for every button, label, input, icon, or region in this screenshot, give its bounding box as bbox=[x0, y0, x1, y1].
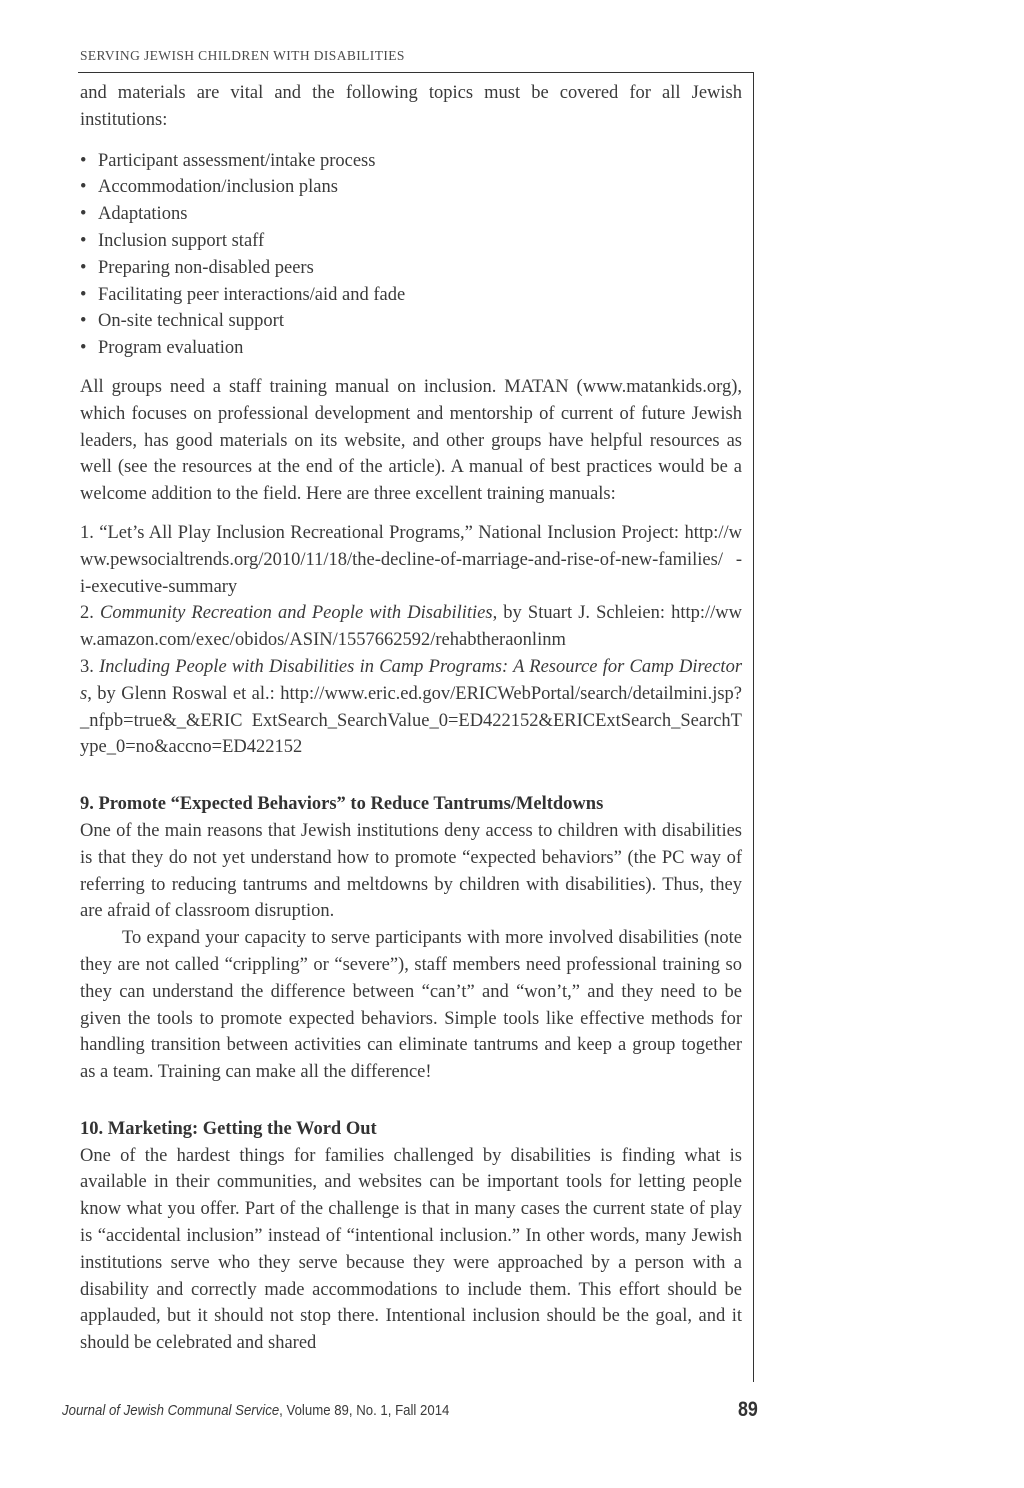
journal-issue: , Volume 89, No. 1, Fall 2014 bbox=[279, 1402, 450, 1419]
list-item-text: Accommodation/inclusion plans bbox=[98, 177, 338, 198]
reference-details: National Inclusion Project: http://www.pewsocialtrends.org/2010/11/18/the-decline-of-marriage-and-rise-of-new-families/ - i-executive-summary bbox=[80, 522, 742, 597]
list-item bbox=[80, 174, 742, 201]
list-item bbox=[80, 255, 742, 282]
page-number: 89 bbox=[738, 1398, 758, 1421]
bullet-icon: • bbox=[80, 150, 87, 171]
list-item bbox=[80, 335, 742, 362]
list-item bbox=[80, 201, 742, 228]
reference-title: Community Recreation and People with Disabilities bbox=[99, 603, 493, 624]
section-9-paragraph: One of the main reasons that Jewish institutions deny access to children with disabilities is that they do not yet understand how to promote “expected behaviors” (the PC way of referring to reducing tantrums and meltdowns by children with disabilities). Thus, they are afraid of classroom disruption. bbox=[80, 820, 742, 922]
topics-list bbox=[80, 148, 742, 362]
list-item bbox=[80, 308, 742, 335]
bullet-icon: • bbox=[80, 311, 87, 332]
section-10-paragraph: One of the hardest things for families challenged by disabilities is finding what is available in their communities, and websites can be important tools for letting people know what you offer. Part of the challenge is that in many cases the current state of play is “accidental inclusion” instead of “intentional inclusion.” In other words, many Jewish institutions serve who they serve because they were approached by a person with a disability and correctly made accommodations to include them. This effort should be applauded, but it should not stop there. Intentional inclusion should be the goal, and it should be celebrated and shared bbox=[80, 1145, 742, 1354]
reference-number: 3. bbox=[80, 656, 94, 677]
reference-details: , by Glenn Roswal et al.: http://www.eric.ed.gov/ERICWebPortal/search/detailmini.jsp?_nfpb=true&_&ERIC ExtSearch_SearchValue_0=ED422152&ERICExtSearch_SearchType_0=no&accno=ED422152 bbox=[80, 683, 742, 758]
list-item bbox=[80, 282, 742, 309]
reference-item bbox=[80, 600, 742, 654]
reference-number: 2. bbox=[80, 603, 94, 624]
list-item-text: Preparing non-disabled peers bbox=[98, 257, 314, 278]
bullet-icon: • bbox=[80, 338, 87, 359]
bullet-icon: • bbox=[80, 230, 87, 251]
reference-number: 1. bbox=[80, 522, 94, 543]
article-body bbox=[80, 80, 742, 1357]
side-rule bbox=[753, 72, 754, 1382]
bullet-icon: • bbox=[80, 284, 87, 305]
reference-details: , by Stuart J. Schleien: http://www.amazon.com/exec/obidos/ASIN/1557662592/rehabtheraonlinm bbox=[80, 603, 742, 651]
list-item-text: Facilitating peer interactions/aid and fade bbox=[98, 284, 406, 305]
bullet-icon: • bbox=[80, 257, 87, 278]
reference-title: Including People with Disabilities in Camp Programs: A Resource for Camp Directors bbox=[80, 656, 743, 704]
list-item-text: Participant assessment/intake process bbox=[98, 150, 376, 171]
list-item-text: On-site technical support bbox=[98, 311, 284, 332]
list-item-text: Adaptations bbox=[98, 204, 188, 225]
bullet-icon: • bbox=[80, 177, 87, 198]
list-item bbox=[80, 148, 742, 175]
bullet-icon: • bbox=[80, 204, 87, 225]
list-item-text: Program evaluation bbox=[98, 338, 244, 359]
reference-title: “Let’s All Play Inclusion Recreational Programs,” bbox=[99, 522, 473, 543]
manual-paragraph: All groups need a staff training manual on inclusion. MATAN (www.matankids.org), which focuses on professional development and mentorship of current of future Jewish leaders, has good materials on its website, and other groups have helpful resources as well (see the resources at the end of the article). A manual of best practices would be a welcome addition to the field. Here are three excellent training manuals: bbox=[80, 376, 742, 505]
intro-paragraph: and materials are vital and the following topics must be covered for all Jewish institutions: bbox=[80, 83, 742, 130]
list-item-text: Inclusion support staff bbox=[98, 230, 265, 251]
list-item bbox=[80, 228, 742, 255]
reference-item bbox=[80, 654, 742, 761]
running-head: SERVING JEWISH CHILDREN WITH DISABILITIES bbox=[80, 48, 405, 63]
section-10-heading: 10. Marketing: Getting the Word Out bbox=[80, 1118, 377, 1139]
section-9-paragraph: To expand your capacity to serve participants with more involved disabilities (note they are not called “crippling” or “severe”), staff members need professional training so they can understand the difference between “can’t” and “won’t,” and they need to be given the tools to promote expected behaviors. Simple tools like effective methods for handling transition between activities can eliminate tantrums and keep a group together as a team. Training can make all the difference! bbox=[80, 928, 742, 1083]
header-rule bbox=[78, 72, 754, 73]
section-9-heading: 9. Promote “Expected Behaviors” to Reduce Tantrums/Meltdowns bbox=[80, 794, 604, 815]
journal-title: Journal of Jewish Communal Service bbox=[62, 1402, 280, 1419]
reference-item bbox=[80, 520, 742, 600]
journal-footer bbox=[62, 1402, 449, 1419]
references-list bbox=[80, 520, 742, 761]
